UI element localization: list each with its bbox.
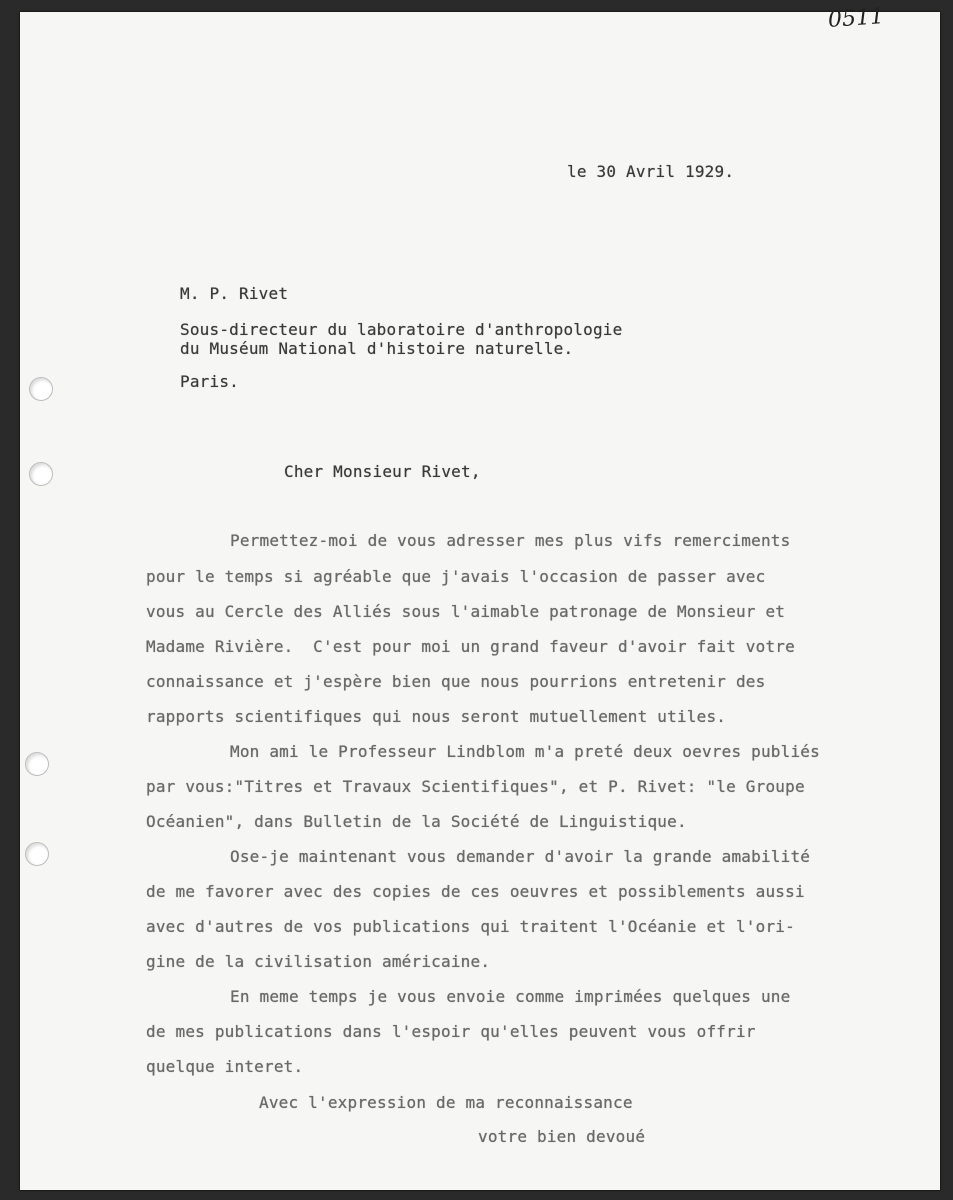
body-line: Océanien", dans Bulletin de la Société de Linguistique.: [146, 812, 687, 831]
recipient-name: M. P. Rivet: [180, 284, 289, 303]
punch-hole: [29, 377, 53, 401]
recipient-title-line1: Sous-directeur du laboratoire d'anthropologie: [180, 320, 623, 339]
body-line: par vous:"Titres et Travaux Scientifiques", et P. Rivet: "le Groupe: [146, 777, 805, 796]
body-line: Permettez-moi de vous adresser mes plus vifs remerciments: [230, 531, 791, 550]
closing-line: Avec l'expression de ma reconnaissance: [259, 1093, 633, 1112]
punch-hole: [25, 842, 49, 866]
body-line: rapports scientifiques qui nous seront mutuellement utiles.: [146, 707, 727, 726]
signature-line: votre bien devoué: [478, 1127, 646, 1146]
letter-date: le 30 Avril 1929.: [567, 162, 735, 181]
punch-hole: [25, 752, 49, 776]
body-line: de me favorer avec des copies de ces oeuvres et possiblements aussi: [146, 882, 805, 901]
recipient-title-line2: du Muséum National d'histoire naturelle.: [180, 339, 574, 358]
body-line: avec d'autres de vos publications qui traitent l'Océanie et l'ori-: [146, 917, 795, 936]
recipient-city: Paris.: [180, 372, 239, 391]
body-line: quelque interet.: [146, 1057, 304, 1076]
salutation: Cher Monsieur Rivet,: [284, 462, 481, 481]
body-line: pour le temps si agréable que j'avais l'occasion de passer avec: [146, 567, 766, 586]
archive-number: 0511: [827, 4, 885, 33]
body-line: Madame Rivière. C'est pour moi un grand faveur d'avoir fait votre: [146, 637, 795, 656]
body-line: vous au Cercle des Alliés sous l'aimable patronage de Monsieur et: [146, 602, 786, 621]
punch-hole: [29, 462, 53, 486]
body-line: Ose-je maintenant vous demander d'avoir la grande amabilité: [230, 847, 811, 866]
body-line: connaissance et j'espère bien que nous pourrions entretenir des: [146, 672, 766, 691]
body-line: gine de la civilisation américaine.: [146, 952, 491, 971]
letter-page: [20, 12, 940, 1190]
body-line: En meme temps je vous envoie comme imprimées quelques une: [230, 987, 791, 1006]
body-line: Mon ami le Professeur Lindblom m'a preté deux oevres publiés: [230, 742, 820, 761]
body-line: de mes publications dans l'espoir qu'elles peuvent vous offrir: [146, 1022, 756, 1041]
